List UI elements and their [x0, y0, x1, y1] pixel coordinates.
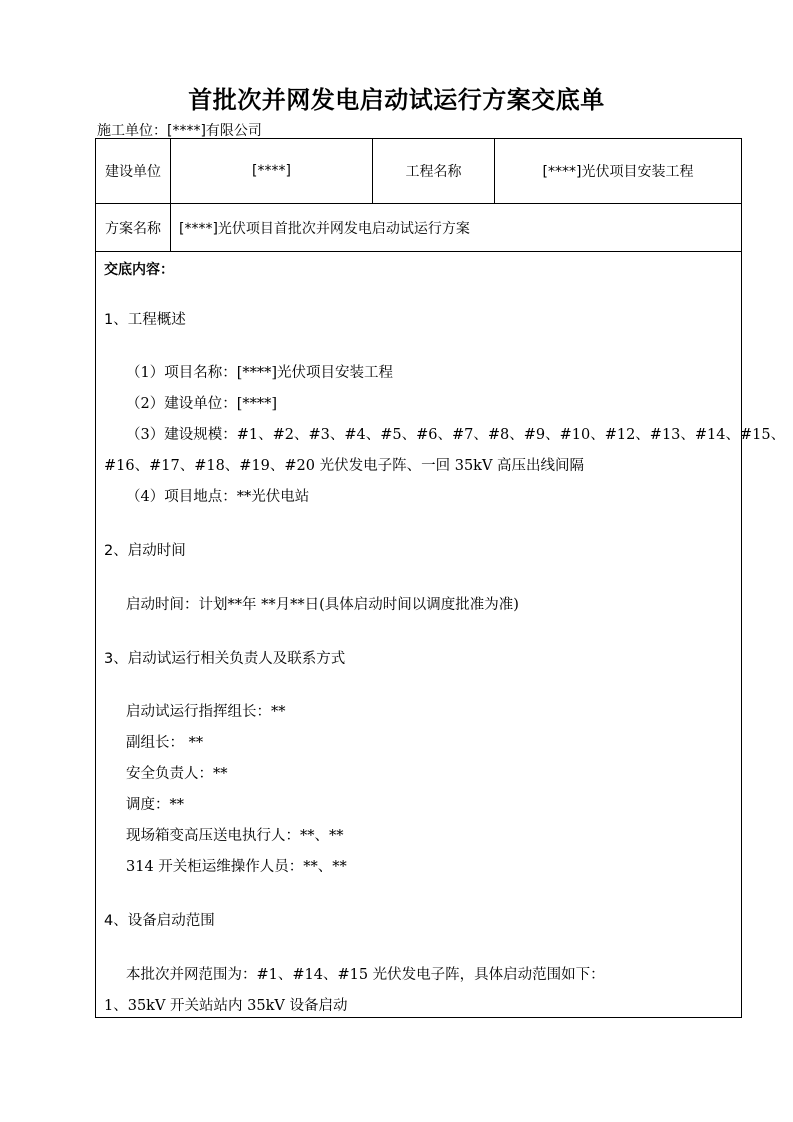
list-item: 启动试运行指挥组长：**	[126, 704, 286, 720]
list-item: 安全负责人：**	[126, 766, 228, 782]
plan-name-label: 方案名称	[105, 220, 161, 237]
list-item: （4）项目地点：**光伏电站	[126, 489, 310, 505]
row-divider	[96, 251, 741, 252]
list-item: 本批次并网范围为：#1、#14、#15 光伏发电子阵，具体启动范围如下：	[126, 967, 605, 983]
section-title: 2、启动时间	[104, 543, 186, 559]
list-item: 现场箱变高压送电执行人：**、**	[126, 828, 344, 844]
list-item: （3）建设规模：#1、#2、#3、#4、#5、#6、#7、#8、#9、#10、#12、#13、#14、#15、	[126, 427, 786, 443]
list-item: 调度：**	[126, 797, 184, 813]
list-item: 314 开关柜运维操作人员：**、**	[126, 859, 347, 875]
construction-owner-value: [****]	[252, 163, 291, 179]
construction-unit: 施工单位：[****]有限公司	[97, 123, 262, 139]
handover-table	[95, 138, 786, 1018]
document-title: 首批次并网发电启动试运行方案交底单	[188, 86, 605, 114]
section-title: 3、启动试运行相关负责人及联系方式	[104, 651, 346, 667]
list-item: 副组长： **	[126, 735, 204, 751]
section-title: 1、工程概述	[104, 312, 186, 328]
project-name-label: 工程名称	[405, 164, 462, 180]
content-heading: 交底内容：	[104, 262, 174, 278]
project-name-value: [****]光伏项目安装工程	[542, 164, 694, 180]
list-item: （2）建设单位：[****]	[126, 396, 278, 412]
list-item: 启动时间：计划**年 **月**日(具体启动时间以调度批准为准)	[126, 597, 519, 613]
construction-owner-label: 建设单位	[105, 164, 161, 180]
plan-name-value: [****]光伏项目首批次并网发电启动试运行方案	[179, 220, 470, 237]
list-item: （1）项目名称：[****]光伏项目安装工程	[126, 365, 394, 381]
section-title: 4、设备启动范围	[104, 913, 215, 929]
list-item: 1、35kV 开关站站内 35kV 设备启动	[104, 998, 348, 1014]
list-item: #16、#17、#18、#19、#20 光伏发电子阵、一回 35kV 高压出线间隔	[104, 458, 585, 474]
